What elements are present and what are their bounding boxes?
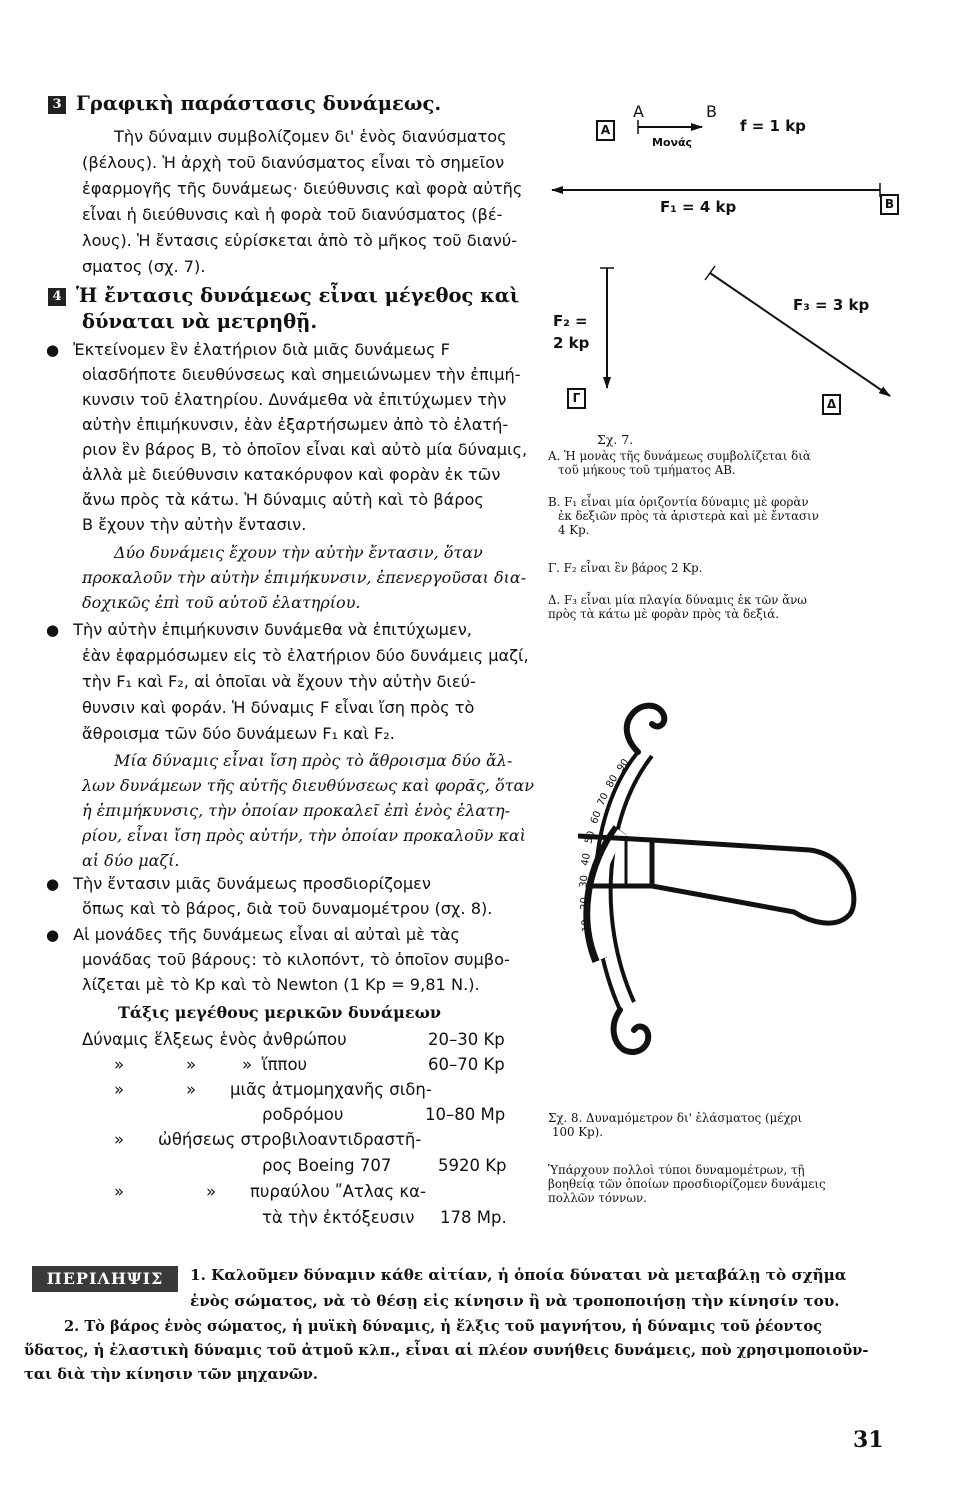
bullet-paragraph xyxy=(46,620,472,639)
text-line: λίζεται μὲ τὸ Kp καὶ τὸ Newton (1 Kp = 9,81 N.). xyxy=(82,975,480,994)
scale-number: 20 xyxy=(578,897,590,910)
text-line: κυνσιν τοῦ ἐλατηρίου. Δυνάμεθα νὰ ἐπιτύχωμεν τὴν xyxy=(82,390,507,409)
f3-label: F₃ = 3 kp xyxy=(793,296,870,314)
table-cell: Δύναμις ἕλξεως ἑνὸς ἀνθρώπου xyxy=(82,1030,347,1049)
text-line: ἀλλὰ μὲ διεύθυνσιν κατακόρυφον καὶ φορὰν ἐκ τῶν xyxy=(82,465,501,484)
caption-line: βοηθείᾳ τῶν ὁποίων προσδιορίζομεν δυνάμεις xyxy=(548,1177,826,1191)
point-b-label: B xyxy=(706,102,717,121)
point-a-label: A xyxy=(633,102,644,121)
text-line: λους). Ἡ ἔντασις εὑρίσκεται ἀπὸ τὸ μῆκος τοῦ διανύ- xyxy=(82,231,518,250)
table-value: 20–30 Kp xyxy=(428,1030,505,1049)
section-4-heading xyxy=(48,284,519,307)
rule-text: ἡ ἐπιμήκυνσις, τὴν ὁποίαν προκαλεῖ ἐπὶ ἑνὸς ἐλατη- xyxy=(82,801,510,820)
table-value: 10–80 Mp xyxy=(425,1105,506,1124)
summary-line: ται διὰ τὴν κίνησιν τῶν μηχανῶν. xyxy=(24,1366,318,1383)
text-line: θυνσιν καὶ φοράν. Ἡ δύναμις F εἶναι ἴση πρὸς τὸ xyxy=(82,698,475,717)
summary-line: 1. Καλοῦμεν δύναμιν κάθε αἰτίαν, ἡ ὁποία δύναται νὰ μεταβάλῃ τὸ σχῆμα xyxy=(190,1266,847,1284)
figure-box-label: B xyxy=(880,194,899,215)
rule-text: αἱ δύο μαζί. xyxy=(82,851,180,870)
caption-line: Σχ. 8. Δυναμόμετρον δι' ἐλάσματος (μέχρι xyxy=(548,1111,803,1125)
text-line: αὐτὴν ἐπιμήκυνσιν, ἐὰν ἐξαρτήσωμεν ἀπὸ τὸ ἐλατή- xyxy=(82,415,509,434)
rule-text: Μία δύναμις εἶναι ἴση πρὸς τὸ ἄθροισμα δύο ἄλ- xyxy=(114,751,513,770)
text-line: μονάδας τοῦ βάρους: τὸ κιλοπόντ, τὸ ὁποῖον συμβο- xyxy=(82,950,510,969)
text-line: ἐφαρμογῆς τῆς δυνάμεως· διεύθυνσις καὶ φορὰ αὐτῆς xyxy=(82,179,523,198)
figure-7-title: Σχ. 7. xyxy=(597,432,634,447)
text-line: Τὴν δύναμιν συμβολίζομεν δι' ἑνὸς διανύσματος xyxy=(114,127,507,146)
rule-text: Δύο δυνάμεις ἔχουν τὴν αὐτὴν ἔντασιν, ὅταν xyxy=(114,543,483,562)
figure-box-label: A xyxy=(596,120,615,141)
caption-line: Δ. F₃ εἶναι μία πλαγία δύναμις ἐκ τῶν ἄνω xyxy=(548,593,807,607)
text-line: ὅπως καὶ τὸ βάρος, διὰ τοῦ δυναμομέτρου (σχ. 8). xyxy=(82,899,493,918)
scale-number: 60 xyxy=(589,809,604,826)
section-number-badge: 3 xyxy=(48,96,66,114)
text-line: ριον ἓν βάρος Β, τὸ ὁποῖον εἶναι καὶ αὐτὸ μία δύναμις, xyxy=(82,440,528,459)
ditto-mark: » xyxy=(186,1055,197,1074)
section-3-heading xyxy=(48,92,441,115)
table-cell: πυραύλου ʺΑτλας κα- xyxy=(250,1182,426,1201)
unit-label: Μονάς xyxy=(652,136,693,149)
bullet-paragraph xyxy=(46,340,450,359)
f1-label: F₁ = 4 kp xyxy=(660,198,737,216)
ditto-mark: » xyxy=(186,1080,197,1099)
caption-line: πολλῶν τόννων. xyxy=(548,1191,647,1205)
rule-text: λων δυνάμεων τῆς αὐτῆς διευθύνσεως καὶ φορᾶς, ὅταν xyxy=(82,776,534,795)
ditto-mark: » xyxy=(114,1130,125,1149)
scale-number: 80 xyxy=(604,773,621,790)
scale-number: 30 xyxy=(578,874,591,889)
table-value: 178 Mp. xyxy=(440,1208,507,1227)
figure-box-label: Γ xyxy=(567,388,586,409)
caption-line: τοῦ μήκους τοῦ τμήματος ΑΒ. xyxy=(558,463,736,477)
table-value: 5920 Kp xyxy=(438,1156,507,1175)
rule-text: προκαλοῦν τὴν αὐτὴν ἐπιμήκυνσιν, ἐπενεργοῦσαι δια- xyxy=(82,568,527,587)
scale-number: 70 xyxy=(595,791,612,808)
summary-label: ΠΕΡΙΛΗΨΙΣ xyxy=(32,1266,178,1292)
bullet-paragraph xyxy=(46,874,431,893)
caption-line: Β. F₁ εἶναι μία ὁριζοντία δύναμις μὲ φορὰν xyxy=(548,495,809,509)
text-line: Τὴν αὐτὴν ἐπιμήκυνσιν δυνάμεθα νὰ ἐπιτύχωμεν, xyxy=(73,620,472,639)
text-line: ἄνω πρὸς τὰ κάτω. Ἡ δύναμις αὐτὴ καὶ τὸ βάρος xyxy=(82,490,484,509)
table-cell: ὠθήσεως στροβιλοαντιδραστῆ- xyxy=(158,1130,422,1149)
top-hook xyxy=(627,706,665,752)
ditto-mark: » xyxy=(114,1182,125,1201)
force-vectors-diagram xyxy=(540,90,920,430)
scale-number: 40 xyxy=(579,852,593,867)
text-line: Ἐκτείνομεν ἓν ἐλατήριον διὰ μιᾶς δυνάμεως F xyxy=(73,340,450,359)
triangle-frame xyxy=(652,840,854,923)
f3-start-tick xyxy=(705,266,715,280)
f2-label-value: 2 kp xyxy=(553,334,590,352)
summary-line: 2. Τὸ βάρος ἑνὸς σώματος, ἡ μυϊκὴ δύναμις, ἡ ἕλξις τοῦ μαγνήτου, ἡ δύναμις τοῦ ῥέοντος xyxy=(64,1318,822,1335)
ditto-mark: » xyxy=(114,1055,125,1074)
caption-line: 4 Kp. xyxy=(558,523,590,537)
unit-force-label: f = 1 kp xyxy=(740,117,806,135)
table-cell: ροδρόμου xyxy=(262,1105,344,1124)
text-line: τὴν F₁ καὶ F₂, αἱ ὁποῖαι νὰ ἔχουν τὴν αὐτὴν διεύ- xyxy=(82,672,476,691)
figure-box-label: Δ xyxy=(822,394,841,415)
ditto-mark: » xyxy=(206,1182,217,1201)
text-line: εἶναι ἡ διεύθυνσις καὶ ἡ φορὰ τοῦ διανύσματος (βέ- xyxy=(82,205,503,224)
table-title: Τάξις μεγέθους μερικῶν δυνάμεων xyxy=(118,1003,441,1022)
text-line: ἐὰν ἐφαρμόσωμεν εἰς τὸ ἐλατήριον δύο δυνάμεις μαζί, xyxy=(82,646,529,665)
section-3-heading-text: Γραφικὴ παράστασις δυνάμεως. xyxy=(76,92,442,115)
f3-arrow xyxy=(710,273,890,396)
text-line: Τὴν ἔντασιν μιᾶς δυνάμεως προσδιορίζομεν xyxy=(73,874,431,893)
table-cell: τὰ τὴν ἐκτόξευσιν xyxy=(262,1208,415,1227)
spring-blade-inner xyxy=(611,756,652,1002)
table-cell: ρος Boeing 707 xyxy=(262,1156,392,1175)
ditto-mark: » xyxy=(114,1080,125,1099)
caption-line: πρὸς τὰ κάτω μὲ φορὰν πρὸς τὰ δεξιά. xyxy=(548,607,780,621)
section-4-heading-line2: δύναται νὰ μετρηθῇ. xyxy=(82,310,318,333)
section-4-heading-text: Ἡ ἔντασις δυνάμεως εἶναι μέγεθος καὶ xyxy=(76,284,520,307)
scale-number: 10 xyxy=(580,918,593,933)
text-line: (βέλους). Ἡ ἀρχὴ τοῦ διανύσματος εἶναι τὸ σημεῖον xyxy=(82,153,505,172)
text-line: ἄθροισμα τῶν δύο δυνάμεων F₁ καὶ F₂. xyxy=(82,724,395,743)
caption-line: Α. Ἡ μονὰς τῆς δυνάμεως συμβολίζεται διὰ xyxy=(548,449,811,463)
table-value: 60–70 Kp xyxy=(428,1055,505,1074)
rule-text: δοχικῶς ἐπὶ τοῦ αὐτοῦ ἐλατηρίου. xyxy=(82,593,361,612)
bottom-hook xyxy=(614,1010,649,1052)
scale-number: 50 xyxy=(583,829,598,846)
page-number: 31 xyxy=(853,1427,884,1453)
text-line: Αἱ μονάδες τῆς δυνάμεως εἶναι αἱ αὐταὶ μὲ τὰς xyxy=(73,925,460,944)
table-cell: ἵππου xyxy=(262,1055,308,1074)
summary-line: ἑνὸς σώματος, νὰ τὸ θέσῃ εἰς κίνησιν ἢ νὰ τροποποιήσῃ τὴν κίνησίν του. xyxy=(190,1292,840,1310)
ditto-mark: » xyxy=(242,1055,253,1074)
text-line: Β ἔχουν τὴν αὐτὴν ἔντασιν. xyxy=(82,515,307,534)
rule-text: ρίου, εἶναι ἴση πρὸς αὐτήν, τὴν ὁποίαν προκαλοῦν καὶ xyxy=(82,826,526,845)
dynamometer-illustration xyxy=(560,690,890,1090)
f2-label: F₂ = xyxy=(553,312,588,330)
caption-line: Ὑπάρχουν πολλοὶ τύποι δυναμομέτρων, τῇ xyxy=(548,1163,805,1177)
section-number-badge: 4 xyxy=(48,288,66,306)
caption-line: 100 Kp). xyxy=(552,1125,603,1139)
table-cell: μιᾶς ἀτμομηχανῆς σιδη- xyxy=(230,1080,432,1099)
caption-line: Γ. F₂ εἶναι ἓν βάρος 2 Kp. xyxy=(548,561,703,575)
scale-number: 90 xyxy=(615,757,632,774)
summary-line: ὕδατος, ἡ ἐλαστικὴ δύναμις τοῦ ἀτμοῦ κλπ., εἶναι αἱ πλέον συνήθεις δυνάμεις, ποὺ χρησιμοποιοῦν- xyxy=(24,1342,869,1359)
text-line: οἱασδήποτε διευθύνσεως καὶ σημειώνωμεν τὴν ἐπιμή- xyxy=(82,365,521,384)
bullet-paragraph xyxy=(46,925,460,944)
caption-line: ἐκ δεξιῶν πρὸς τὰ ἀριστερὰ καὶ μὲ ἔντασιν xyxy=(558,509,819,523)
text-line: σματος (σχ. 7). xyxy=(82,257,206,276)
